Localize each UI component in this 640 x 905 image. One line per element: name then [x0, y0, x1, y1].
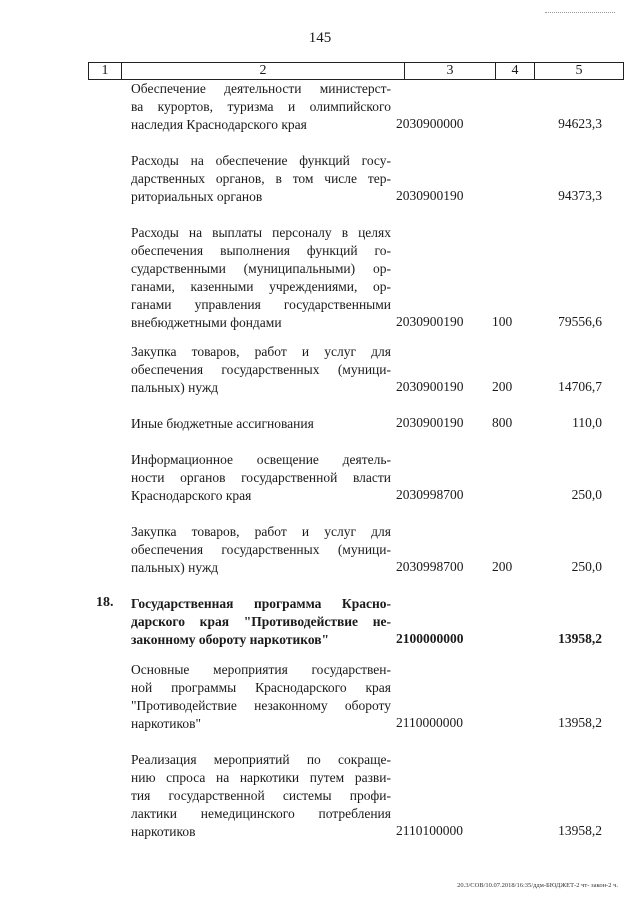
description-line: Закупка товаров, работ и услуг для: [131, 524, 391, 539]
row-amount: 13958,2: [558, 715, 602, 730]
description-line: ва курортов, туризма и олимпийского: [131, 99, 391, 114]
description-line: обеспечения государственных (муници-: [131, 362, 391, 377]
header-col-2: 2: [122, 63, 405, 79]
row-description: [131, 224, 391, 332]
row-amount: 94373,3: [558, 188, 602, 203]
row-amount: 110,0: [572, 415, 602, 430]
description-line: ности органов государственной власти: [131, 470, 391, 485]
description-line: обеспечения выполнения функций го-: [131, 243, 391, 258]
row-amount: 79556,6: [558, 314, 602, 329]
row-amount: 94623,3: [558, 116, 602, 131]
row-description: [131, 751, 391, 841]
row-amount: 13958,2: [558, 631, 602, 646]
description-line: обеспечения государственных (муници-: [131, 542, 391, 557]
description-line: Реализация мероприятий по сокраще-: [131, 752, 391, 767]
row-expense-type: 100: [492, 314, 513, 329]
row-amount: 250,0: [571, 559, 602, 574]
description-line: тия государственной системы профи-: [131, 788, 391, 803]
description-line: ной программы Краснодарского края: [131, 680, 391, 695]
row-description: [131, 595, 391, 649]
description-line: сударственными (муниципальными) ор-: [131, 261, 391, 276]
header-col-4: 4: [496, 63, 535, 79]
row-description: [131, 415, 391, 433]
description-line: наследия Краснодарского края: [131, 117, 307, 132]
header-col-5: 5: [575, 63, 583, 78]
header-col-1: 1: [89, 63, 122, 79]
row-description: [131, 451, 391, 505]
row-description: [131, 523, 391, 577]
row-number: 18.: [96, 595, 114, 610]
row-code: 2100000000: [396, 631, 464, 646]
description-line: наркотиков": [131, 716, 202, 731]
row-code: 2030900190: [396, 415, 464, 430]
row-code: 2110000000: [396, 715, 463, 730]
description-line: риториальных органов: [131, 189, 263, 204]
description-line: лактики немедицинского потребления: [131, 806, 391, 821]
description-line: Иные бюджетные ассигнования: [131, 416, 314, 431]
header-col-3: 3: [405, 63, 496, 79]
row-expense-type: 800: [492, 415, 513, 430]
description-line: Расходы на обеспечение функций госу-: [131, 153, 391, 168]
description-line: Обеспечение деятельности министерст-: [131, 81, 391, 96]
row-description: [131, 343, 391, 397]
row-code: 2030900190: [396, 188, 464, 203]
page-top-rule: [545, 12, 615, 13]
description-line: Расходы на выплаты персоналу в целях: [131, 225, 391, 240]
description-line: дарского края "Противодействие не-: [131, 614, 391, 629]
row-amount: 14706,7: [558, 379, 602, 394]
description-line: "Противодействие незаконному обороту: [131, 698, 391, 713]
description-line: Государственная программа Красно-: [131, 596, 391, 611]
description-line: Информационное освещение деятель-: [131, 452, 391, 467]
page-number: 145: [308, 30, 332, 46]
row-description: [131, 80, 391, 134]
row-amount: 13958,2: [558, 823, 602, 838]
row-code: 2030900190: [396, 379, 464, 394]
row-code: 2110100000: [396, 823, 463, 838]
description-line: внебюджетными фондами: [131, 315, 282, 330]
description-line: пальных) нужд: [131, 560, 219, 575]
row-code: 2030998700: [396, 487, 464, 502]
table-header: [88, 62, 624, 80]
description-line: нию спроса на наркотики путем разви-: [131, 770, 391, 785]
row-expense-type: 200: [492, 559, 513, 574]
description-line: Основные мероприятия государствен-: [131, 662, 391, 677]
description-line: дарственных органов, в том числе тер-: [131, 171, 391, 186]
description-line: пальных) нужд: [131, 380, 219, 395]
row-amount: 250,0: [571, 487, 602, 502]
description-line: Закупка товаров, работ и услуг для: [131, 344, 391, 359]
description-line: Краснодарского края: [131, 488, 252, 503]
description-line: ганами, казенными учреждениями, ор-: [131, 279, 391, 294]
row-description: [131, 152, 391, 206]
description-line: наркотиков: [131, 824, 196, 839]
row-expense-type: 200: [492, 379, 513, 394]
row-code: 2030900000: [396, 116, 464, 131]
row-code: 2030900190: [396, 314, 464, 329]
footer-stamp: 20.3/СОВ/10.07.2018/16:35/ддм-БЮДЖЕТ-2 чт- закон-2 ч.: [457, 882, 618, 889]
row-description: [131, 661, 391, 733]
row-code: 2030998700: [396, 559, 464, 574]
description-line: ганами управления государственными: [131, 297, 391, 312]
description-line: законному обороту наркотиков": [131, 632, 330, 647]
